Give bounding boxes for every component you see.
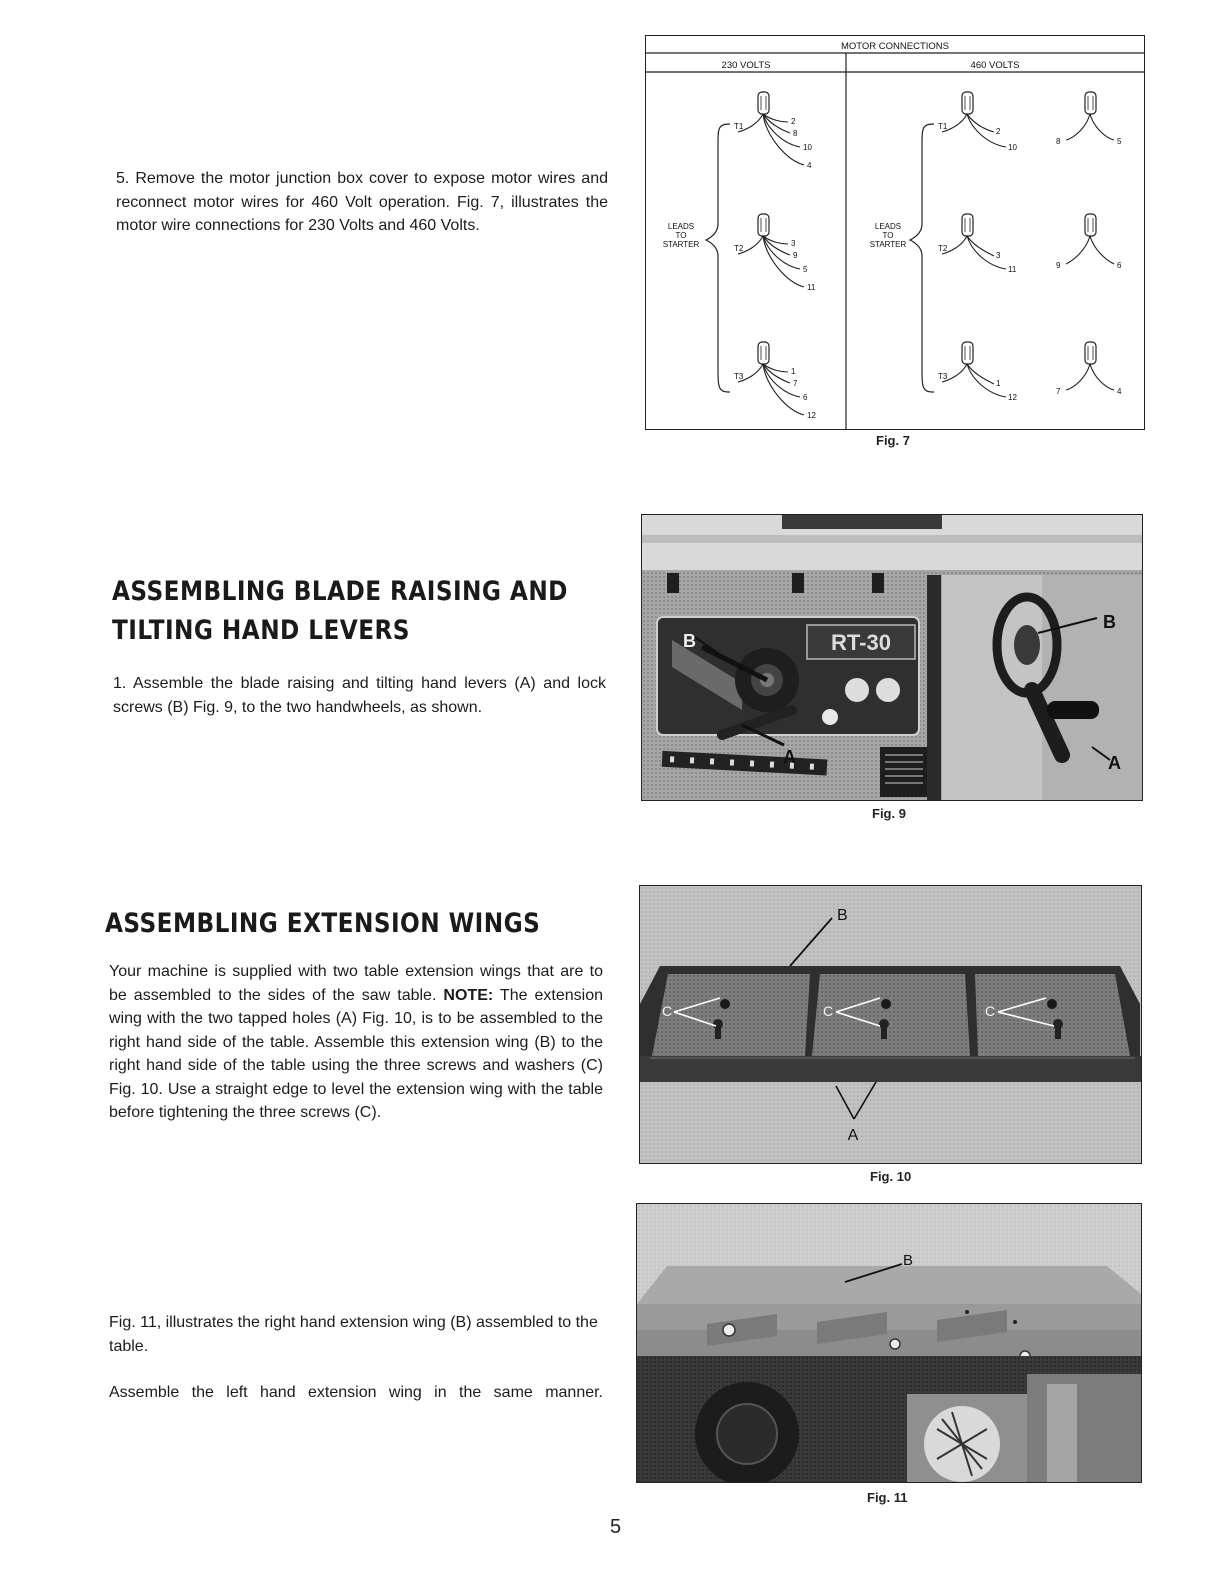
wire-label: 8 — [1056, 137, 1061, 146]
figure-10-photo — [639, 885, 1142, 1164]
wire-label: 4 — [1117, 387, 1122, 396]
wire-label: 11 — [807, 283, 816, 292]
leads-label-230-l3: STARTER — [662, 240, 700, 249]
connector-460-pair-3 — [1056, 342, 1122, 396]
wire-label: 10 — [803, 143, 812, 152]
note-label: NOTE: — [443, 986, 494, 1004]
section-heading-blade-levers-line2: TILTING HAND LEVERS — [112, 615, 410, 646]
figure-11-photo — [636, 1203, 1142, 1483]
assembled-wing-illustration — [637, 1204, 1141, 1482]
connector-230-t1 — [734, 92, 812, 170]
t2-label: T2 — [938, 244, 948, 253]
fig11-paragraph-2: Assemble the left hand extension wing in the same manner. — [109, 1384, 603, 1401]
step-5-text: 5. Remove the motor junction box cover to expose motor wires and reconnect motor wires for 460 Volt operation. Fig. 7, illustrates the motor wire connections for 230 Volts and 460 Volts. — [116, 170, 608, 234]
paragraph-part-2: The extension wing with the two tapped holes (A) Fig. 10, is to be assembled to the right hand side of the table. Assemble this extension wing (B) to the right hand side of the table using the three screws and washers (C) Fig. 10. Use a straight edge to level the extension wing with the table before tightening the three screws (C). — [109, 986, 604, 1121]
column-460-volts: 460 VOLTS — [970, 60, 1020, 71]
extension-wings-paragraph — [109, 960, 603, 1125]
wire-label: 5 — [1117, 137, 1122, 146]
fig11-paragraph-1: Fig. 11, illustrates the right hand extension wing (B) assembled to the table. — [109, 1314, 598, 1355]
t3-label: T3 — [938, 372, 948, 381]
connector-460-pair-1 — [1056, 92, 1122, 146]
wire-label: 9 — [1056, 261, 1061, 270]
wire-label: 2 — [996, 127, 1001, 136]
t1-label: T1 — [734, 122, 744, 131]
wire-label: 9 — [793, 251, 798, 260]
paragraph-part-1: Your machine is supplied with two table extension wings that are to be assembled to the sides of the saw table. — [109, 963, 603, 1004]
leads-label-460-l1: LEADS — [874, 222, 902, 231]
wire-label: 6 — [803, 393, 808, 402]
brace-230 — [706, 124, 730, 392]
t3-label: T3 — [734, 372, 744, 381]
wire-label: 5 — [803, 265, 808, 274]
leads-label-460-l2: TO — [882, 231, 894, 240]
label-a: A — [847, 1127, 859, 1144]
motor-connection-diagram — [646, 36, 1144, 429]
page-number: 5 — [610, 1516, 622, 1538]
wire-label: 10 — [1008, 143, 1017, 152]
wire-label: 1 — [791, 367, 796, 376]
figure-7-caption: Fig. 7 — [876, 433, 910, 448]
step-1-text: 1. Assemble the blade raising and tilting hand levers (A) and lock screws (B) Fig. 9, to the two handwheels, as shown. — [113, 675, 606, 716]
label-b: B — [903, 1252, 914, 1269]
t2-label: T2 — [734, 244, 744, 253]
leads-label-230-l2: TO — [675, 231, 687, 240]
connector-230-t2 — [734, 214, 816, 292]
rt30-badge: RT-30 — [831, 630, 891, 655]
wire-label: 7 — [793, 379, 798, 388]
section-heading-blade-levers-line1: ASSEMBLING BLADE RAISING AND — [112, 576, 568, 607]
wire-label: 6 — [1117, 261, 1122, 270]
wire-label: 3 — [996, 251, 1001, 260]
connector-460-t3 — [938, 342, 1017, 402]
label-c-2: C — [823, 1003, 834, 1019]
label-a-right: A — [1108, 753, 1121, 773]
label-c-3: C — [985, 1003, 996, 1019]
wire-label: 4 — [807, 161, 812, 170]
section-heading-extension-wings: ASSEMBLING EXTENSION WINGS — [105, 908, 541, 939]
figure-7-motor-connections — [645, 35, 1145, 430]
connector-230-t3 — [734, 342, 816, 420]
wire-label: 1 — [996, 379, 1001, 388]
label-b-left: B — [683, 631, 696, 651]
leads-label-460-l3: STARTER — [869, 240, 907, 249]
wire-label: 7 — [1056, 387, 1061, 396]
label-b-right: B — [1103, 612, 1116, 632]
wire-label: 12 — [1008, 393, 1017, 402]
t1-label: T1 — [938, 122, 948, 131]
figure-10-caption: Fig. 10 — [870, 1169, 912, 1184]
figure-9-photo — [641, 514, 1143, 801]
label-b: B — [837, 907, 848, 924]
extension-wing-illustration — [640, 886, 1141, 1163]
label-c-1: C — [662, 1003, 673, 1019]
figure-9-caption: Fig. 9 — [872, 806, 906, 821]
column-230-volts: 230 VOLTS — [721, 60, 771, 71]
diagram-title: MOTOR CONNECTIONS — [840, 41, 950, 52]
saw-front-panel-illustration — [642, 515, 1142, 800]
wire-label: 8 — [793, 129, 798, 138]
wire-label: 3 — [791, 239, 796, 248]
connector-460-pair-2 — [1056, 214, 1122, 270]
brace-460 — [910, 124, 934, 392]
wire-label: 11 — [1008, 265, 1017, 274]
wire-label: 2 — [791, 117, 796, 126]
leads-label-230-l1: LEADS — [667, 222, 695, 231]
connector-460-t2 — [938, 214, 1017, 274]
label-a-left: A — [783, 747, 796, 767]
figure-11-caption: Fig. 11 — [867, 1490, 908, 1505]
wire-label: 12 — [807, 411, 816, 420]
connector-460-t1 — [938, 92, 1017, 152]
